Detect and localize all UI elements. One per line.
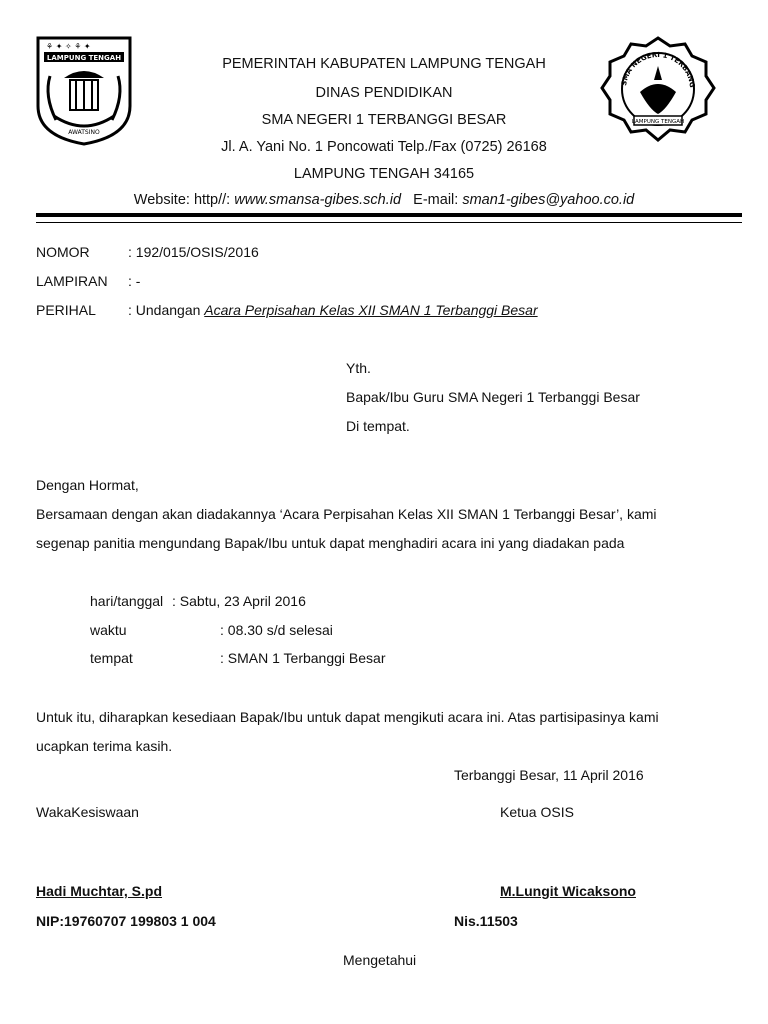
detail-label-date: hari/tanggal xyxy=(90,593,164,609)
emblem-bottom-text: AWATSINO xyxy=(68,129,100,136)
left-signatory-title: WakaKesiswaan xyxy=(36,804,139,820)
lampiran-value: : - xyxy=(128,273,141,289)
detail-value-time: : 08.30 s/d selesai xyxy=(220,622,333,638)
closing-line: ucapkan terima kasih. xyxy=(36,738,173,754)
seal-bottom-text: LAMPUNG TENGAH xyxy=(631,119,685,125)
detail-value-date: : Sabtu, 23 April 2016 xyxy=(172,593,306,609)
letterhead-contact xyxy=(0,192,768,208)
svg-text:⚘ ✦ ✧ ⚘ ✦: ⚘ ✦ ✧ ⚘ ✦ xyxy=(46,42,91,51)
closing-line: Untuk itu, diharapkan kesediaan Bapak/Ibu untuk dapat mengikuti acara ini. Atas partisipasinya kami xyxy=(36,709,659,725)
letterhead-address: Jl. A. Yani No. 1 Poncowati Telp./Fax (0725) 26168 xyxy=(221,139,547,155)
body-paragraph-line: segenap panitia mengundang Bapak/Ibu untuk dapat menghadiri acara ini yang diadakan pada xyxy=(36,535,625,551)
right-signatory-title: Ketua OSIS xyxy=(500,804,574,820)
left-signatory-id: NIP:19760707 199803 1 004 xyxy=(36,913,216,929)
letterhead-school: SMA NEGERI 1 TERBANGGI BESAR xyxy=(261,112,507,128)
lampiran-label: LAMPIRAN xyxy=(36,273,108,289)
header-divider-thin xyxy=(36,222,742,223)
greeting: Dengan Hormat, xyxy=(36,477,139,493)
perihal-subject: Acara Perpisahan Kelas XII SMAN 1 Terbanggi Besar xyxy=(204,302,538,318)
website-link[interactable]: www.smansa-gibes.sch.id xyxy=(234,192,402,208)
email-link[interactable]: sman1-gibes@yahoo.co.id xyxy=(462,192,635,208)
nomor-label: NOMOR xyxy=(36,244,90,260)
letterhead-department: DINAS PENDIDIKAN xyxy=(315,85,453,101)
header-divider-thick xyxy=(36,213,742,217)
body-paragraph-line: Bersamaan dengan akan diadakannya ‘Acara Perpisahan Kelas XII SMAN 1 Terbanggi Besar’, kami xyxy=(36,506,657,522)
detail-label-place: tempat xyxy=(90,650,133,666)
letterhead-city: LAMPUNG TENGAH 34165 xyxy=(293,166,475,182)
detail-value-place: : SMAN 1 Terbanggi Besar xyxy=(220,650,386,666)
recipient-name: Bapak/Ibu Guru SMA Negeri 1 Terbanggi Besar xyxy=(346,389,640,405)
perihal-prefix: : Undangan xyxy=(128,302,205,318)
acknowledge-label: Mengetahui xyxy=(343,952,417,968)
recipient-salutation: Yth. xyxy=(346,360,371,376)
perihal-value xyxy=(128,302,538,318)
left-signatory-name: Hadi Muchtar, S.pd xyxy=(36,883,163,899)
emblem-top-text: LAMPUNG TENGAH xyxy=(46,54,122,62)
nomor-value: : 192/015/OSIS/2016 xyxy=(128,244,259,260)
email-label: E-mail: xyxy=(413,192,463,208)
letterhead-government: PEMERINTAH KABUPATEN LAMPUNG TENGAH xyxy=(222,56,546,72)
perihal-label: PERIHAL xyxy=(36,302,96,318)
right-signatory-name: M.Lungit Wicaksono xyxy=(500,883,636,899)
right-signatory-id: Nis.11503 xyxy=(454,913,518,929)
place-date: Terbanggi Besar, 11 April 2016 xyxy=(454,767,644,783)
recipient-place: Di tempat. xyxy=(346,418,410,434)
seal-ring-text: SMA NEGERI 1 TERBANG xyxy=(620,50,697,89)
website-label: Website: http//: xyxy=(133,192,235,208)
detail-label-time: waktu xyxy=(90,622,127,638)
